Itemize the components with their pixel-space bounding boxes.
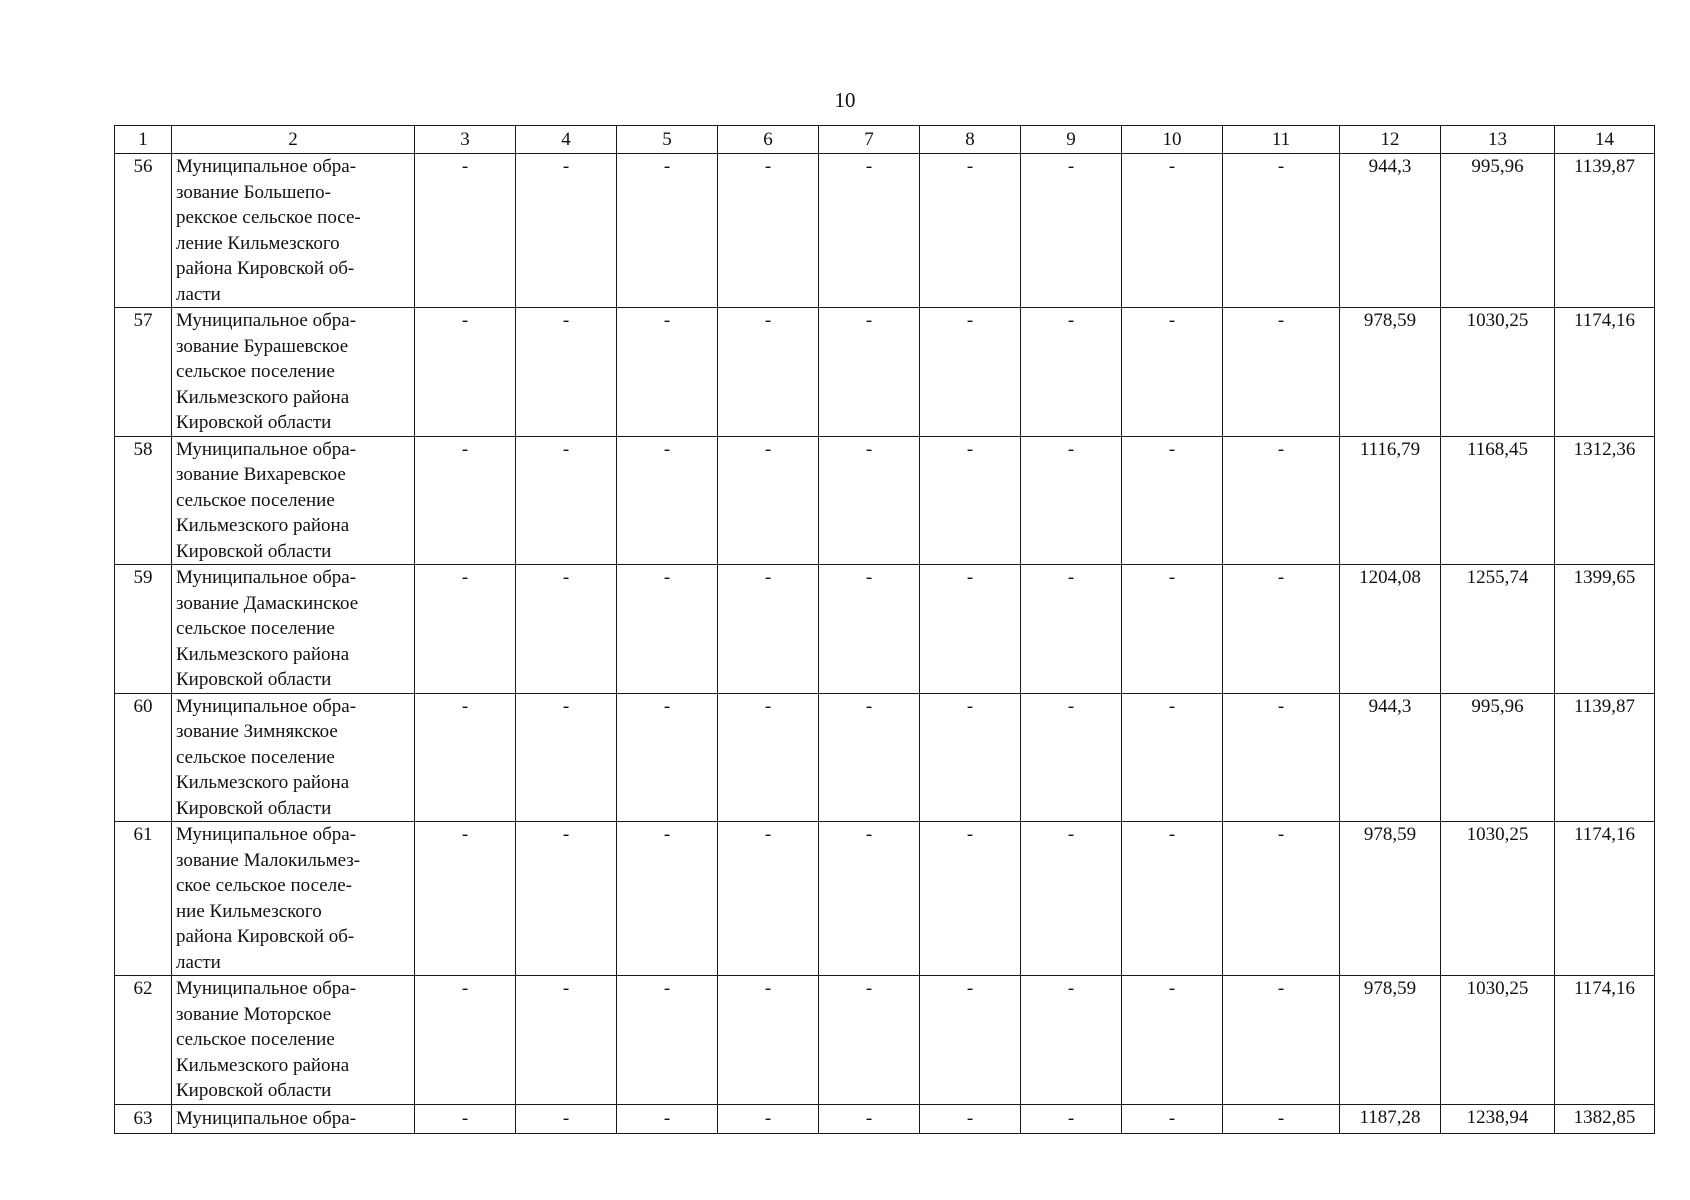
empty-value-cell: - [617, 154, 718, 308]
empty-value-cell: - [718, 1104, 819, 1133]
value-cell-c12: 1116,79 [1340, 436, 1441, 565]
table-row [115, 822, 1655, 976]
column-header: 1 [115, 126, 172, 154]
empty-value-cell: - [617, 822, 718, 976]
empty-value-cell: - [920, 976, 1021, 1105]
value-cell-c14: 1174,16 [1555, 822, 1655, 976]
empty-value-cell: - [415, 154, 516, 308]
empty-value-cell: - [415, 436, 516, 565]
value-cell-c12: 978,59 [1340, 822, 1441, 976]
value-cell-c12: 978,59 [1340, 308, 1441, 437]
row-number-cell: 57 [115, 308, 172, 437]
column-header: 10 [1122, 126, 1223, 154]
column-header: 2 [172, 126, 415, 154]
value-cell-c12: 1204,08 [1340, 565, 1441, 694]
empty-value-cell: - [819, 976, 920, 1105]
empty-value-cell: - [718, 822, 819, 976]
empty-value-cell: - [1223, 308, 1340, 437]
value-cell-c12: 978,59 [1340, 976, 1441, 1105]
row-number-cell: 60 [115, 693, 172, 822]
column-header: 13 [1441, 126, 1555, 154]
empty-value-cell: - [516, 1104, 617, 1133]
column-header: 14 [1555, 126, 1655, 154]
municipality-name-cell: Муниципальное обра- зование Моторское сельское поселение Кильмезского района Кировской области [172, 976, 415, 1105]
table-row [115, 693, 1655, 822]
column-header: 8 [920, 126, 1021, 154]
empty-value-cell: - [1021, 1104, 1122, 1133]
value-cell-c13: 1255,74 [1441, 565, 1555, 694]
municipality-name-cell: Муниципальное обра- зование Большепо- рекское сельское посе- ление Кильмезского района Кировской об- ласти [172, 154, 415, 308]
empty-value-cell: - [1021, 154, 1122, 308]
empty-value-cell: - [1122, 822, 1223, 976]
value-cell-c13: 1030,25 [1441, 822, 1555, 976]
empty-value-cell: - [617, 976, 718, 1105]
empty-value-cell: - [1122, 308, 1223, 437]
empty-value-cell: - [718, 693, 819, 822]
empty-value-cell: - [617, 565, 718, 694]
empty-value-cell: - [1021, 976, 1122, 1105]
empty-value-cell: - [920, 822, 1021, 976]
municipality-name-cell: Муниципальное обра- зование Дамаскинское сельское поселение Кильмезского района Кировской области [172, 565, 415, 694]
municipality-name-cell: Муниципальное обра- зование Бурашевское сельское поселение Кильмезского района Кировской области [172, 308, 415, 437]
empty-value-cell: - [1223, 976, 1340, 1105]
column-header: 11 [1223, 126, 1340, 154]
empty-value-cell: - [920, 1104, 1021, 1133]
value-cell-c14: 1139,87 [1555, 693, 1655, 822]
row-number-cell: 58 [115, 436, 172, 565]
empty-value-cell: - [1122, 565, 1223, 694]
empty-value-cell: - [1021, 693, 1122, 822]
empty-value-cell: - [819, 1104, 920, 1133]
empty-value-cell: - [1122, 1104, 1223, 1133]
column-header: 5 [617, 126, 718, 154]
empty-value-cell: - [617, 693, 718, 822]
empty-value-cell: - [819, 308, 920, 437]
empty-value-cell: - [718, 976, 819, 1105]
empty-value-cell: - [415, 976, 516, 1105]
value-cell-c13: 995,96 [1441, 154, 1555, 308]
empty-value-cell: - [920, 436, 1021, 565]
value-cell-c12: 1187,28 [1340, 1104, 1441, 1133]
empty-value-cell: - [516, 565, 617, 694]
empty-value-cell: - [1021, 308, 1122, 437]
empty-value-cell: - [415, 1104, 516, 1133]
empty-value-cell: - [819, 565, 920, 694]
empty-value-cell: - [415, 822, 516, 976]
empty-value-cell: - [516, 436, 617, 565]
empty-value-cell: - [1223, 693, 1340, 822]
empty-value-cell: - [1122, 436, 1223, 565]
row-number-cell: 61 [115, 822, 172, 976]
empty-value-cell: - [1223, 436, 1340, 565]
column-header: 3 [415, 126, 516, 154]
empty-value-cell: - [920, 308, 1021, 437]
empty-value-cell: - [415, 693, 516, 822]
empty-value-cell: - [718, 154, 819, 308]
empty-value-cell: - [1021, 436, 1122, 565]
empty-value-cell: - [1223, 1104, 1340, 1133]
page-number: 10 [834, 88, 856, 112]
column-header: 4 [516, 126, 617, 154]
value-cell-c14: 1139,87 [1555, 154, 1655, 308]
value-cell-c13: 1168,45 [1441, 436, 1555, 565]
empty-value-cell: - [1122, 154, 1223, 308]
value-cell-c14: 1382,85 [1555, 1104, 1655, 1133]
empty-value-cell: - [718, 436, 819, 565]
empty-value-cell: - [920, 154, 1021, 308]
value-cell-c12: 944,3 [1340, 154, 1441, 308]
value-cell-c12: 944,3 [1340, 693, 1441, 822]
table-row [115, 1104, 1655, 1133]
value-cell-c14: 1174,16 [1555, 308, 1655, 437]
empty-value-cell: - [819, 693, 920, 822]
municipality-name-cell: Муниципальное обра- зование Зимнякское сельское поселение Кильмезского района Кировской области [172, 693, 415, 822]
empty-value-cell: - [920, 565, 1021, 694]
table-row [115, 154, 1655, 308]
empty-value-cell: - [1223, 822, 1340, 976]
value-cell-c13: 1030,25 [1441, 308, 1555, 437]
table-row [115, 565, 1655, 694]
empty-value-cell: - [718, 565, 819, 694]
empty-value-cell: - [516, 822, 617, 976]
empty-value-cell: - [1122, 693, 1223, 822]
municipality-name-cell: Муниципальное обра- зование Вихаревское сельское поселение Кильмезского района Кировской области [172, 436, 415, 565]
column-header: 7 [819, 126, 920, 154]
empty-value-cell: - [819, 822, 920, 976]
empty-value-cell: - [617, 308, 718, 437]
empty-value-cell: - [1122, 976, 1223, 1105]
municipality-name-cell: Муниципальное обра- зование Малокильмез- ское сельское поселе- ние Кильмезского района Кировской об- ласти [172, 822, 415, 976]
empty-value-cell: - [516, 308, 617, 437]
column-header: 6 [718, 126, 819, 154]
empty-value-cell: - [1223, 154, 1340, 308]
data-table [114, 125, 1655, 1134]
empty-value-cell: - [617, 436, 718, 565]
value-cell-c13: 995,96 [1441, 693, 1555, 822]
value-cell-c14: 1399,65 [1555, 565, 1655, 694]
value-cell-c14: 1312,36 [1555, 436, 1655, 565]
value-cell-c13: 1238,94 [1441, 1104, 1555, 1133]
empty-value-cell: - [516, 693, 617, 822]
value-cell-c13: 1030,25 [1441, 976, 1555, 1105]
row-number-cell: 56 [115, 154, 172, 308]
empty-value-cell: - [415, 308, 516, 437]
column-header: 9 [1021, 126, 1122, 154]
empty-value-cell: - [920, 693, 1021, 822]
row-number-cell: 59 [115, 565, 172, 694]
empty-value-cell: - [819, 154, 920, 308]
empty-value-cell: - [1223, 565, 1340, 694]
header-row [115, 126, 1655, 154]
empty-value-cell: - [1021, 822, 1122, 976]
empty-value-cell: - [516, 154, 617, 308]
municipality-name-cell: Муниципальное обра- [172, 1104, 415, 1133]
empty-value-cell: - [1021, 565, 1122, 694]
row-number-cell: 63 [115, 1104, 172, 1133]
table-row [115, 436, 1655, 565]
table-row [115, 976, 1655, 1105]
empty-value-cell: - [415, 565, 516, 694]
column-header: 12 [1340, 126, 1441, 154]
value-cell-c14: 1174,16 [1555, 976, 1655, 1105]
empty-value-cell: - [718, 308, 819, 437]
empty-value-cell: - [819, 436, 920, 565]
row-number-cell: 62 [115, 976, 172, 1105]
empty-value-cell: - [516, 976, 617, 1105]
empty-value-cell: - [617, 1104, 718, 1133]
table-row [115, 308, 1655, 437]
